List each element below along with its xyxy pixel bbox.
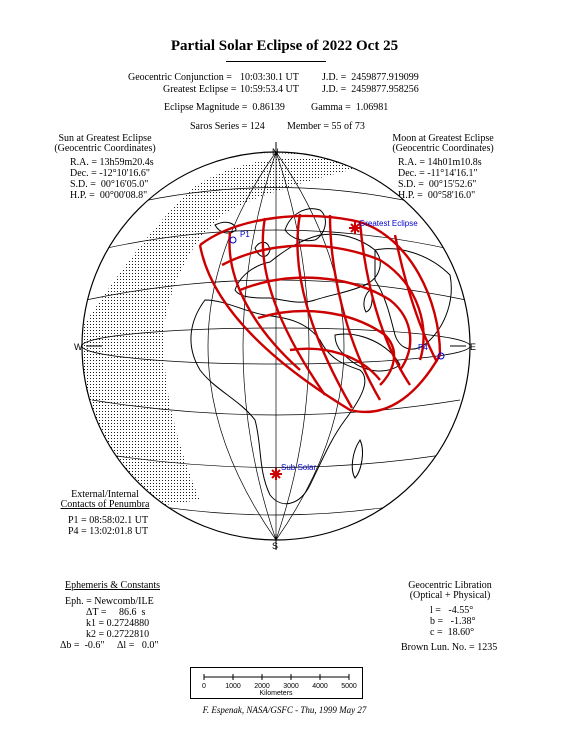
- saros-series: Saros Series = 124: [190, 121, 265, 132]
- conjunction-label: Geocentric Conjunction =: [128, 72, 232, 83]
- libration-b: b = -1.38°: [430, 616, 476, 627]
- sun-sd: S.D. = 00°16'05.0": [70, 179, 149, 190]
- moon-panel-title: Moon at Greatest Eclipse: [392, 133, 494, 144]
- ephemeris-k1: k1 = 0.2724880: [86, 618, 150, 629]
- p4-label: P4: [418, 343, 428, 352]
- sun-hp: H.P. = 00°00'08.8": [70, 190, 148, 201]
- scale-unit: Kilometers: [259, 690, 293, 697]
- ephemeris-k2: k2 = 0.2722810: [86, 629, 150, 640]
- sub-solar-label: Sub Solar: [281, 463, 317, 472]
- libration-title: Geocentric Libration: [408, 580, 492, 591]
- brown-lunation-number: Brown Lun. No. = 1235: [401, 642, 498, 653]
- compass-north: N: [272, 147, 279, 157]
- scale-tick-label: 0: [202, 683, 206, 690]
- gamma: Gamma = 1.06981: [311, 102, 389, 113]
- libration-subtitle: (Optical + Physical): [409, 590, 491, 601]
- compass-west: W: [74, 342, 83, 352]
- scale-bar-graphic: [191, 668, 362, 698]
- libration-l: l = -4.55°: [430, 605, 474, 616]
- sun-panel-subtitle: (Geocentric Coordinates): [54, 143, 156, 154]
- scale-tick-label: 1000: [225, 683, 241, 690]
- contacts-title: External/Internal: [71, 489, 139, 500]
- ephemeris-delta-b-l: Δb = -0.6" Δl = 0.0": [60, 640, 159, 651]
- scale-tick-label: 4000: [312, 683, 328, 690]
- ephemeris-delta-t: ΔT = 86.6 s: [86, 607, 146, 618]
- moon-ra: R.A. = 14h01m10.8s: [398, 157, 482, 168]
- sun-ra: R.A. = 13h59m20.4s: [70, 157, 154, 168]
- page-title: Partial Solar Eclipse of 2022 Oct 25: [170, 38, 399, 54]
- greatest-eclipse-label: Greatest Eclipse: [359, 219, 418, 228]
- ephemeris-eph: Eph. = Newcomb/ILE: [65, 596, 154, 607]
- greatest-eclipse-label: Greatest Eclipse =: [163, 84, 237, 95]
- footer-credit: F. Espenak, NASA/GSFC - Thu, 1999 May 27: [202, 705, 367, 715]
- moon-sd: S.D. = 00°15'52.6": [398, 179, 477, 190]
- p1-label: P1: [240, 230, 250, 239]
- conjunction-jd: J.D. = 2459877.919099: [322, 72, 419, 83]
- scale-tick-label: 5000: [341, 683, 357, 690]
- moon-hp: H.P. = 00°58'16.0": [398, 190, 476, 201]
- greatest-eclipse-jd: J.D. = 2459877.958256: [322, 84, 419, 95]
- eclipse-magnitude: Eclipse Magnitude = 0.86139: [164, 102, 285, 113]
- saros-member: Member = 55 of 73: [287, 121, 365, 132]
- scale-bar: [190, 667, 363, 699]
- sun-panel-title: Sun at Greatest Eclipse: [58, 133, 152, 144]
- moon-dec: Dec. = -11°14'16.1": [398, 168, 478, 179]
- compass-east: E: [470, 342, 477, 352]
- ephemeris-title: Ephemeris & Constants: [65, 580, 160, 591]
- scale-tick-label: 3000: [283, 683, 299, 690]
- conjunction-time: 10:03:30.1 UT: [240, 72, 299, 83]
- sun-dec: Dec. = -12°10'16.6": [70, 168, 150, 179]
- contacts-subtitle: Contacts of Penumbra: [60, 499, 150, 510]
- libration-c: c = 18.60°: [430, 627, 475, 638]
- scale-tick-label: 2000: [254, 683, 270, 690]
- moon-panel-subtitle: (Geocentric Coordinates): [392, 143, 494, 154]
- contact-p4: P4 = 13:02:01.8 UT: [68, 526, 149, 537]
- compass-south: S: [272, 541, 279, 551]
- contact-p1: P1 = 08:58:02.1 UT: [68, 515, 149, 526]
- greatest-eclipse-time: 10:59:53.4 UT: [240, 84, 299, 95]
